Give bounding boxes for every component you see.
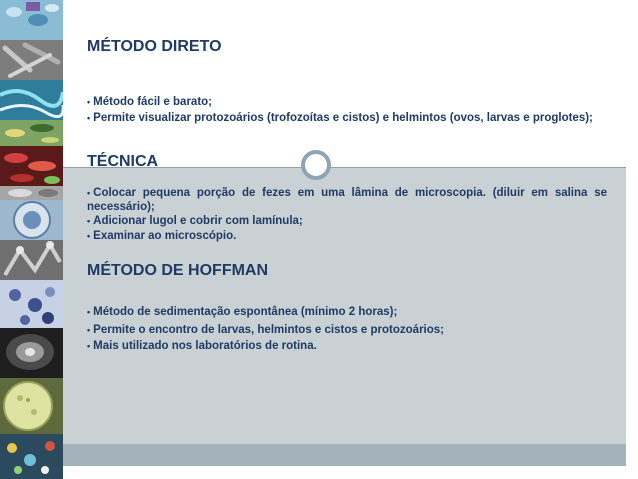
tile-fungi-gray <box>0 240 63 280</box>
bullet-1: • Método fácil e barato; <box>87 96 213 108</box>
tile-bacteria-green <box>0 120 63 146</box>
bullet-3: • Colocar pequena porção de fezes em uma lâmina de microscopia. (diluir em salina se necessário); <box>87 187 607 213</box>
footer-band <box>63 444 626 466</box>
heading-metodo-hoffman: MÉTODO DE HOFFMAN <box>87 262 269 279</box>
bullet-7: • Permite o encontro de larvas, helmintos e cistos e protozoários; <box>87 324 444 336</box>
tile-cells-blue <box>0 0 63 40</box>
microbiology-collage <box>0 0 63 479</box>
tile-petri-yellow <box>0 378 63 434</box>
bullet-dot-icon: • <box>87 231 91 241</box>
bullet-dot-icon: • <box>87 307 91 317</box>
tile-petri-dark <box>0 328 63 378</box>
tile-bacteria-gray2 <box>0 186 63 200</box>
bullet-5: • Examinar ao microscópio. <box>87 230 237 242</box>
tile-filaments-cyan <box>0 80 63 120</box>
right-margin <box>626 168 638 479</box>
tile-spores-blue <box>0 280 63 328</box>
bullet-8: • Mais utilizado nos laboratórios de rotina. <box>87 340 317 352</box>
circle-ornament <box>301 150 331 180</box>
bullet-dot-icon: • <box>87 113 91 123</box>
tile-bacteria-gray <box>0 40 63 80</box>
bullet-dot-icon: • <box>87 188 91 198</box>
bullet-dot-icon: • <box>87 97 91 107</box>
bullet-4: • Adicionar lugol e cobrir com lamínula; <box>87 215 303 227</box>
slide-content <box>63 0 638 479</box>
heading-metodo-direto: MÉTODO DIRETO <box>87 38 222 55</box>
bullet-dot-icon: • <box>87 216 91 226</box>
bullet-2: • Permite visualizar protozoários (trofozoítas e cistos) e helmintos (ovos, larvas e proglotes); <box>87 112 593 124</box>
tile-cell-round <box>0 200 63 240</box>
bullet-dot-icon: • <box>87 341 91 351</box>
sidebar-image-strip <box>0 0 63 479</box>
heading-tecnica: TÉCNICA <box>87 153 159 170</box>
bullet-6: • Método de sedimentação espontânea (mínimo 2 horas); <box>87 306 398 318</box>
top-panel <box>63 0 638 168</box>
tile-bacteria-red <box>0 146 63 186</box>
bullet-dot-icon: • <box>87 325 91 335</box>
tile-colony-multi <box>0 434 63 479</box>
